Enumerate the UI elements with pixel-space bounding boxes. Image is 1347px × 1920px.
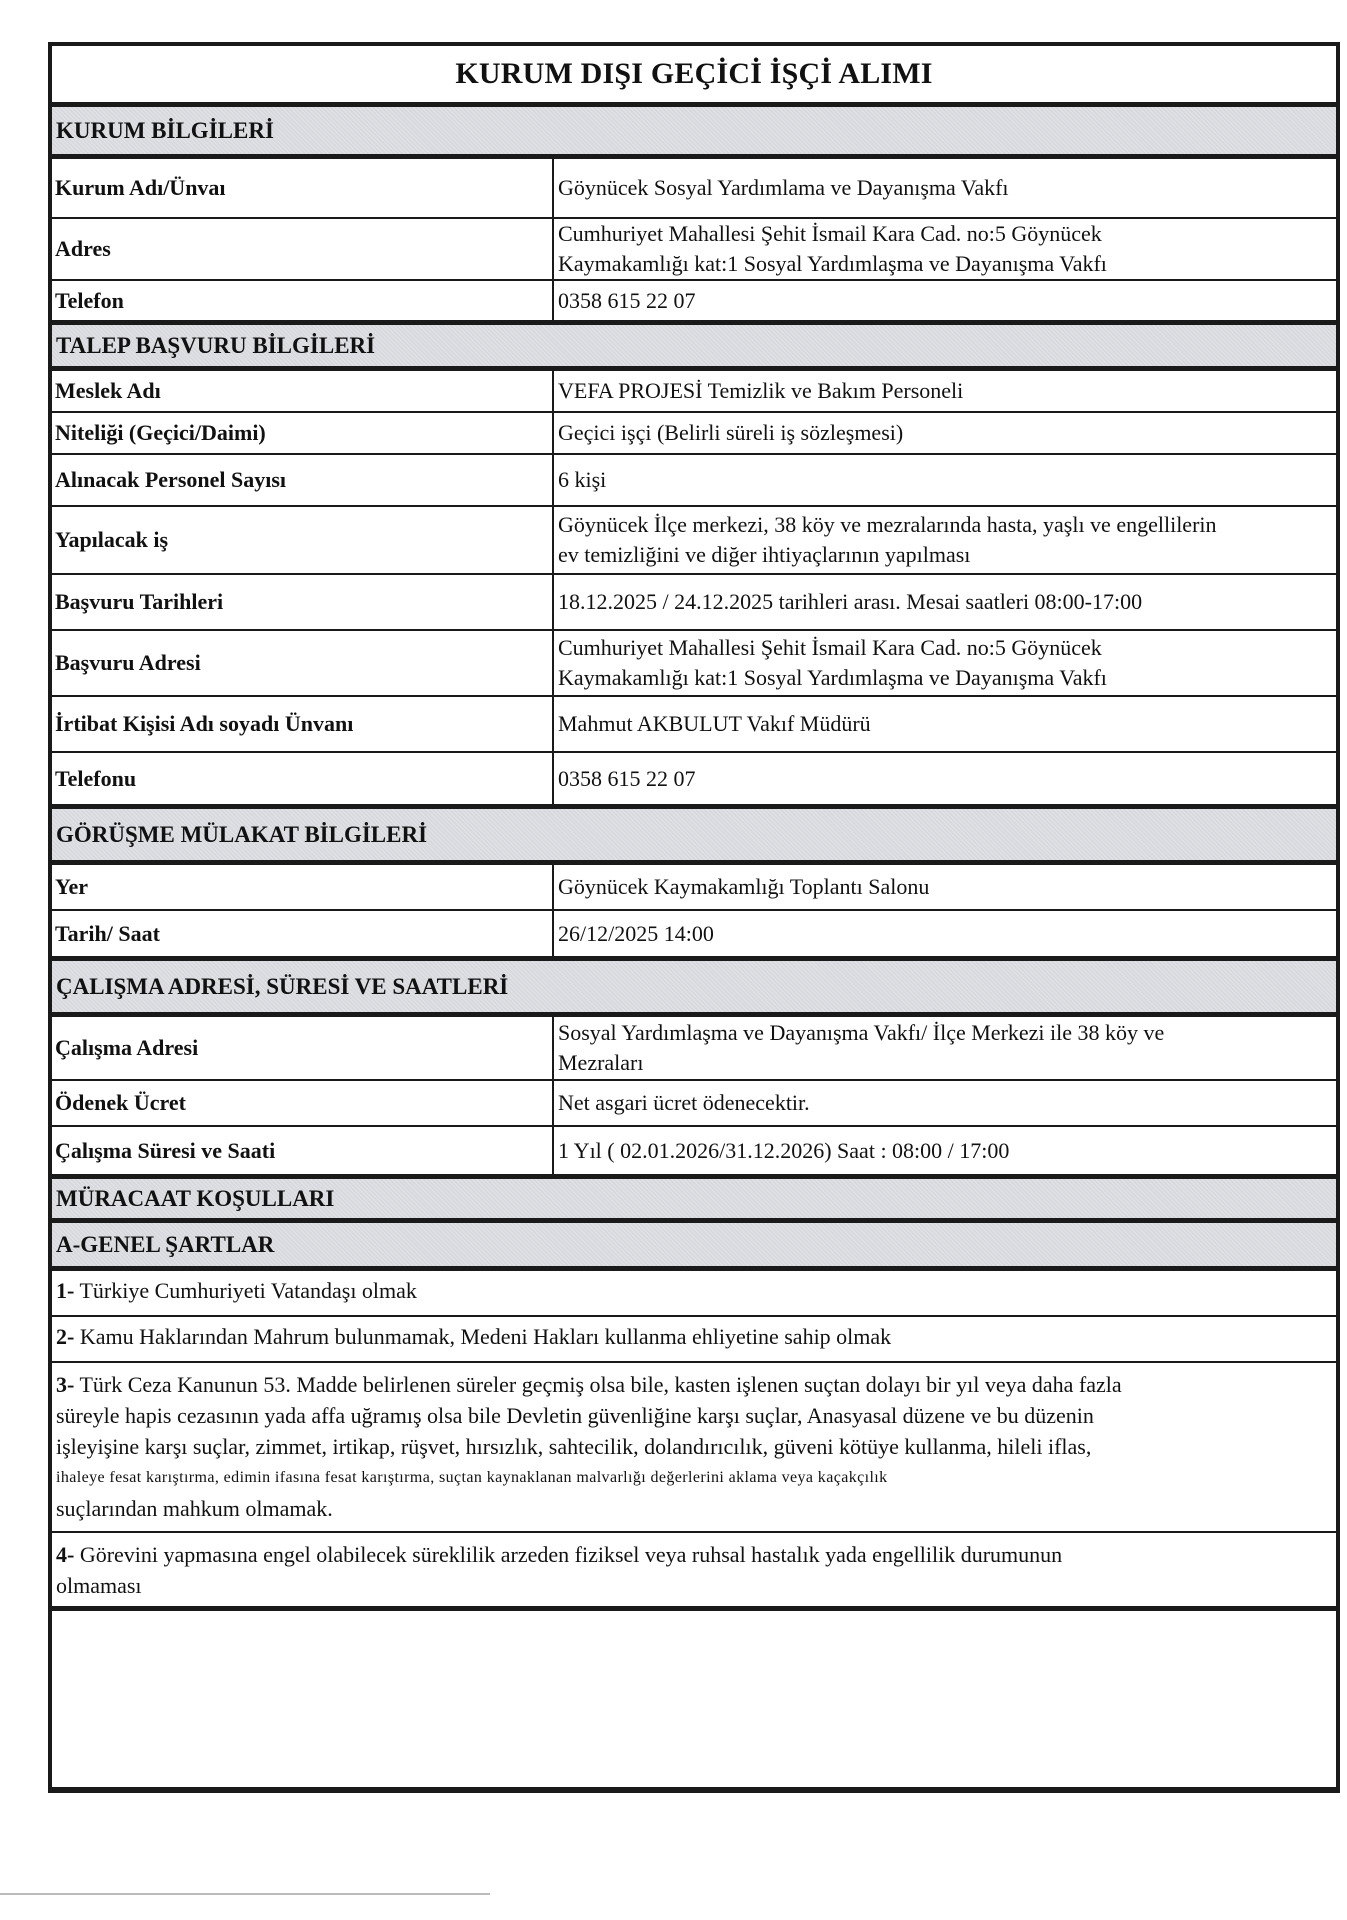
value-line: Kaymakamlığı kat:1 Sosyal Yardımlaşma ve Dayanışma Vakfı <box>558 665 1107 690</box>
condition-number: 2- <box>56 1324 75 1349</box>
section-heading-gorusme: GÖRÜŞME MÜLAKAT BİLGİLERİ <box>52 809 1336 865</box>
value-line: Cumhuriyet Mahallesi Şehit İsmail Kara Cad. no:5 Göynücek <box>558 635 1102 660</box>
field-value: Göynücek Sosyal Yardımlama ve Dayanışma Vakfı <box>558 175 1009 200</box>
condition-item <box>52 1317 1336 1363</box>
section-heading-muracaat: MÜRACAAT KOŞULLARI <box>52 1179 1336 1223</box>
section-heading-kurum: KURUM BİLGİLERİ <box>52 107 1336 159</box>
table-row <box>52 631 1336 697</box>
condition-item <box>52 1363 1336 1533</box>
field-label: Başvuru Tarihleri <box>52 575 554 629</box>
field-value: 26/12/2025 14:00 <box>558 920 714 946</box>
field-value: 0358 615 22 07 <box>558 765 696 791</box>
field-label: Telefon <box>52 281 554 320</box>
value-line: ev temizliğini ve diğer ihtiyaçlarının yapılması <box>558 542 971 567</box>
field-label: Alınacak Personel Sayısı <box>52 455 554 505</box>
table-row <box>52 219 1336 281</box>
field-label: Kurum Adı/Ünvaı <box>52 159 554 217</box>
condition-line: Türk Ceza Kanunun 53. Madde belirlenen süreler geçmiş olsa bile, kasten işlenen suçtan dolayı bir yıl veya daha fazla <box>79 1372 1122 1397</box>
table-row <box>52 507 1336 575</box>
field-label: İrtibat Kişisi Adı soyadı Ünvanı <box>52 697 554 751</box>
scan-edge-line <box>0 1893 490 1895</box>
condition-text: Türkiye Cumhuriyeti Vatandaşı olmak <box>79 1278 417 1303</box>
table-row <box>52 575 1336 631</box>
field-label: Yer <box>52 865 554 909</box>
condition-line: Görevini yapmasına engel olabilecek süreklilik arzeden fiziksel veya ruhsal hastalık yada engellilik durumunun <box>79 1542 1063 1567</box>
condition-line: olmaması <box>56 1573 142 1598</box>
condition-line: işleyişine karşı suçlar, zimmet, irtikap, rüşvet, hırsızlık, sahtecilik, dolandırıcılık, güveni kötüye kullanma, hileli iflas, <box>56 1434 1092 1459</box>
condition-line: suçlarından mahkum olmamak. <box>56 1496 333 1521</box>
value-line: Cumhuriyet Mahallesi Şehit İsmail Kara Cad. no:5 Göynücek <box>558 221 1102 246</box>
value-line: Göynücek İlçe merkezi, 38 köy ve mezralarında hasta, yaşlı ve engellilerin <box>558 512 1217 537</box>
table-row <box>52 753 1336 809</box>
field-value <box>554 1017 1336 1079</box>
page-title: KURUM DIŞI GEÇİCİ İŞÇİ ALIMI <box>52 46 1336 107</box>
field-value: 1 Yıl ( 02.01.2026/31.12.2026) Saat : 08:00 / 17:00 <box>558 1137 1010 1163</box>
field-label: Çalışma Süresi ve Saati <box>52 1127 554 1174</box>
condition-text: Kamu Haklarından Mahrum bulunmamak, Medeni Hakları kullanma ehliyetine sahip olmak <box>79 1324 892 1349</box>
field-label: Tarih/ Saat <box>52 911 554 956</box>
condition-line: ihaleye fesat karıştırma, edimin ifasına fesat karıştırma, suçtan kaynaklanan malvarlığı değerlerini aklama veya kaçakçılık <box>56 1469 888 1486</box>
field-value: VEFA PROJESİ Temizlik ve Bakım Personeli <box>558 378 964 403</box>
field-value <box>554 219 1336 279</box>
table-row <box>52 413 1336 455</box>
table-row <box>52 455 1336 507</box>
section-subheading-genel-sartlar: A-GENEL ŞARTLAR <box>52 1223 1336 1271</box>
value-line: Kaymakamlığı kat:1 Sosyal Yardımlaşma ve Dayanışma Vakfı <box>558 251 1107 276</box>
value-line: Mezraları <box>558 1050 644 1075</box>
condition-item <box>52 1533 1336 1611</box>
field-value: 0358 615 22 07 <box>558 287 696 313</box>
field-value <box>554 631 1336 695</box>
condition-number: 3- <box>56 1372 75 1397</box>
field-value: 6 kişi <box>558 467 607 492</box>
field-label: Adres <box>52 219 554 279</box>
field-value: Mahmut AKBULUT Vakıf Müdürü <box>558 711 871 736</box>
table-row <box>52 159 1336 219</box>
table-row <box>52 697 1336 753</box>
field-label: Ödenek Ücret <box>52 1081 554 1125</box>
condition-line: süreyle hapis cezasının yada affa uğramış olsa bile Devletin güvenliğine karşı suçlar, Anasyasal düzene ve bu düzenin <box>56 1403 1094 1428</box>
field-label: Niteliği (Geçici/Daimi) <box>52 413 554 453</box>
field-label: Başvuru Adresi <box>52 631 554 695</box>
condition-number: 1- <box>56 1278 75 1303</box>
table-row <box>52 1081 1336 1127</box>
table-row <box>52 1127 1336 1179</box>
table-row <box>52 911 1336 961</box>
job-posting-form <box>48 42 1340 1793</box>
condition-item <box>52 1271 1336 1317</box>
table-row <box>52 281 1336 325</box>
section-heading-calisma: ÇALIŞMA ADRESİ, SÜRESİ VE SAATLERİ <box>52 961 1336 1017</box>
field-value: 18.12.2025 / 24.12.2025 tarihleri arası. Mesai saatleri 08:00-17:00 <box>558 589 1143 614</box>
table-row <box>52 865 1336 911</box>
field-value: Göynücek Kaymakamlığı Toplantı Salonu <box>558 874 930 899</box>
table-row <box>52 1017 1336 1081</box>
field-label: Yapılacak iş <box>52 507 554 573</box>
value-line: Sosyal Yardımlaşma ve Dayanışma Vakfı/ İlçe Merkezi ile 38 köy ve <box>558 1020 1165 1045</box>
field-label: Çalışma Adresi <box>52 1017 554 1079</box>
field-value <box>554 507 1336 573</box>
table-row <box>52 371 1336 413</box>
field-value: Geçici işçi (Belirli süreli iş sözleşmesi) <box>558 420 904 445</box>
condition-number: 4- <box>56 1542 75 1567</box>
section-heading-talep: TALEP BAŞVURU BİLGİLERİ <box>52 325 1336 371</box>
field-label: Meslek Adı <box>52 371 554 411</box>
field-value: Net asgari ücret ödenecektir. <box>558 1090 810 1115</box>
empty-area <box>52 1611 1336 1787</box>
field-label: Telefonu <box>52 753 554 804</box>
